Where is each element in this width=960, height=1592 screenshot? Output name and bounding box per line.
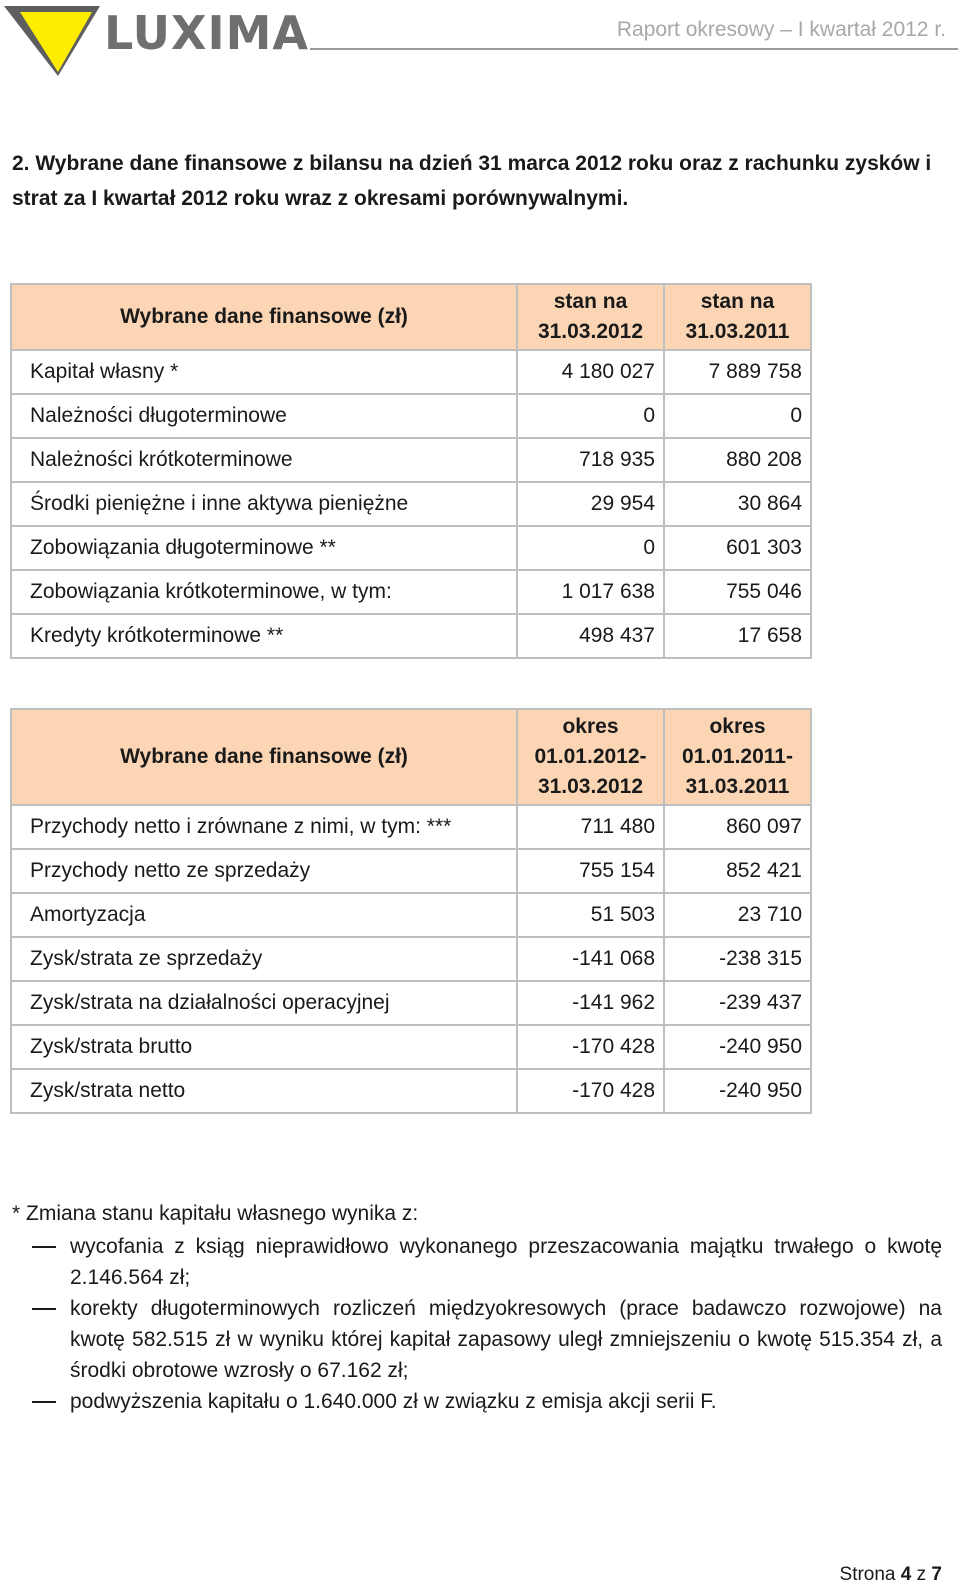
- footnotes: [12, 1198, 942, 1417]
- value-2012: 755 154: [517, 849, 664, 893]
- value-2011: 755 046: [664, 570, 811, 614]
- report-title: Raport okresowy – I kwartał 2012 r.: [616, 18, 946, 41]
- table-header-cell: okres 01.01.2011-31.03.2011: [664, 709, 811, 805]
- table-row: [11, 805, 811, 849]
- table-row: [11, 350, 811, 394]
- row-label: Zobowiązania długoterminowe **: [11, 526, 517, 570]
- table-row: [11, 438, 811, 482]
- value-2012: 498 437: [517, 614, 664, 658]
- row-label: Środki pieniężne i inne aktywa pieniężne: [11, 482, 517, 526]
- value-2011: -238 315: [664, 937, 811, 981]
- page-label: Strona: [839, 1564, 896, 1585]
- table-row: [11, 394, 811, 438]
- footnote-text: podwyższenia kapitału o 1.640.000 zł w związku z emisja akcji serii F.: [70, 1390, 717, 1413]
- footnote-text: wycofania z ksiąg nieprawidłowo wykonanego przeszacowania majątku trwałego o kwotę 2.146.564 zł;: [70, 1235, 942, 1289]
- header-divider: [310, 48, 958, 50]
- page-header: [0, 0, 960, 80]
- value-2011: -240 950: [664, 1025, 811, 1069]
- dash-bullet-icon: [32, 1401, 56, 1403]
- value-2011: 601 303: [664, 526, 811, 570]
- table-row: [11, 937, 811, 981]
- value-2011: 0: [664, 394, 811, 438]
- value-2012: 29 954: [517, 482, 664, 526]
- table-header-cell: okres 01.01.2012-31.03.2012: [517, 709, 664, 805]
- table-header-row: [11, 709, 811, 805]
- value-2011: 30 864: [664, 482, 811, 526]
- footnote-heading: * Zmiana stanu kapitału własnego wynika z:: [12, 1202, 419, 1225]
- footnote-text: korekty długoterminowych rozliczeń międzyokresowych (prace badawczo rozwojowe) na kwotę 582.515 zł w wyniku której kapitał zapasowy uległ zmniejszeniu o kwotę 515.354 zł, a środki obrotowe wzrosły o 67.162 zł;: [70, 1297, 942, 1382]
- table-row: [11, 1025, 811, 1069]
- table-header-cell: stan na 31.03.2011: [664, 284, 811, 350]
- value-2011: -239 437: [664, 981, 811, 1025]
- table-row: [11, 849, 811, 893]
- row-label: Kredyty krótkoterminowe **: [11, 614, 517, 658]
- value-2011: 7 889 758: [664, 350, 811, 394]
- table-row: [11, 570, 811, 614]
- table-row: [11, 614, 811, 658]
- current-page: 4: [900, 1564, 912, 1585]
- total-pages: 7: [931, 1564, 942, 1585]
- table-row: [11, 482, 811, 526]
- value-2011: 852 421: [664, 849, 811, 893]
- page-number: [840, 1564, 942, 1586]
- table-row: [11, 1069, 811, 1113]
- row-label: Należności długoterminowe: [11, 394, 517, 438]
- row-label: Zysk/strata netto: [11, 1069, 517, 1113]
- page-separator: z: [916, 1564, 927, 1585]
- footnote-item: [12, 1293, 942, 1386]
- value-2012: 0: [517, 394, 664, 438]
- row-label: Zysk/strata na działalności operacyjnej: [11, 981, 517, 1025]
- value-2012: 51 503: [517, 893, 664, 937]
- table-header-cell: Wybrane dane finansowe (zł): [11, 284, 517, 350]
- dash-bullet-icon: [32, 1308, 56, 1310]
- value-2012: -141 068: [517, 937, 664, 981]
- row-label: Przychody netto ze sprzedaży: [11, 849, 517, 893]
- value-2012: -141 962: [517, 981, 664, 1025]
- table-row: [11, 981, 811, 1025]
- value-2012: 711 480: [517, 805, 664, 849]
- row-label: Zysk/strata ze sprzedaży: [11, 937, 517, 981]
- value-2011: 860 097: [664, 805, 811, 849]
- section-title: 2. Wybrane dane finansowe z bilansu na dzień 31 marca 2012 roku oraz z rachunku zysków i strat za I kwartał 2012 roku wraz z okresami porównywalnymi.: [12, 152, 932, 210]
- value-2012: 718 935: [517, 438, 664, 482]
- income-table: [10, 708, 812, 1114]
- brand-name: LUXIMA: [104, 6, 309, 60]
- dash-bullet-icon: [32, 1246, 56, 1248]
- table-header-cell: stan na 31.03.2012: [517, 284, 664, 350]
- row-label: Zobowiązania krótkoterminowe, w tym:: [11, 570, 517, 614]
- footnote-item: [12, 1231, 942, 1293]
- row-label: Należności krótkoterminowe: [11, 438, 517, 482]
- value-2011: 23 710: [664, 893, 811, 937]
- table-header-row: [11, 284, 811, 350]
- row-label: Przychody netto i zrównane z nimi, w tym: ***: [11, 805, 517, 849]
- row-label: Amortyzacja: [11, 893, 517, 937]
- balance-table: [10, 283, 812, 659]
- value-2011: 17 658: [664, 614, 811, 658]
- value-2012: -170 428: [517, 1025, 664, 1069]
- value-2011: 880 208: [664, 438, 811, 482]
- row-label: Zysk/strata brutto: [11, 1025, 517, 1069]
- table-row: [11, 893, 811, 937]
- value-2012: 4 180 027: [517, 350, 664, 394]
- row-label: Kapitał własny *: [11, 350, 517, 394]
- table-header-cell: Wybrane dane finansowe (zł): [11, 709, 517, 805]
- table-row: [11, 526, 811, 570]
- value-2012: 0: [517, 526, 664, 570]
- value-2011: -240 950: [664, 1069, 811, 1113]
- footnote-item: [12, 1386, 942, 1417]
- value-2012: -170 428: [517, 1069, 664, 1113]
- value-2012: 1 017 638: [517, 570, 664, 614]
